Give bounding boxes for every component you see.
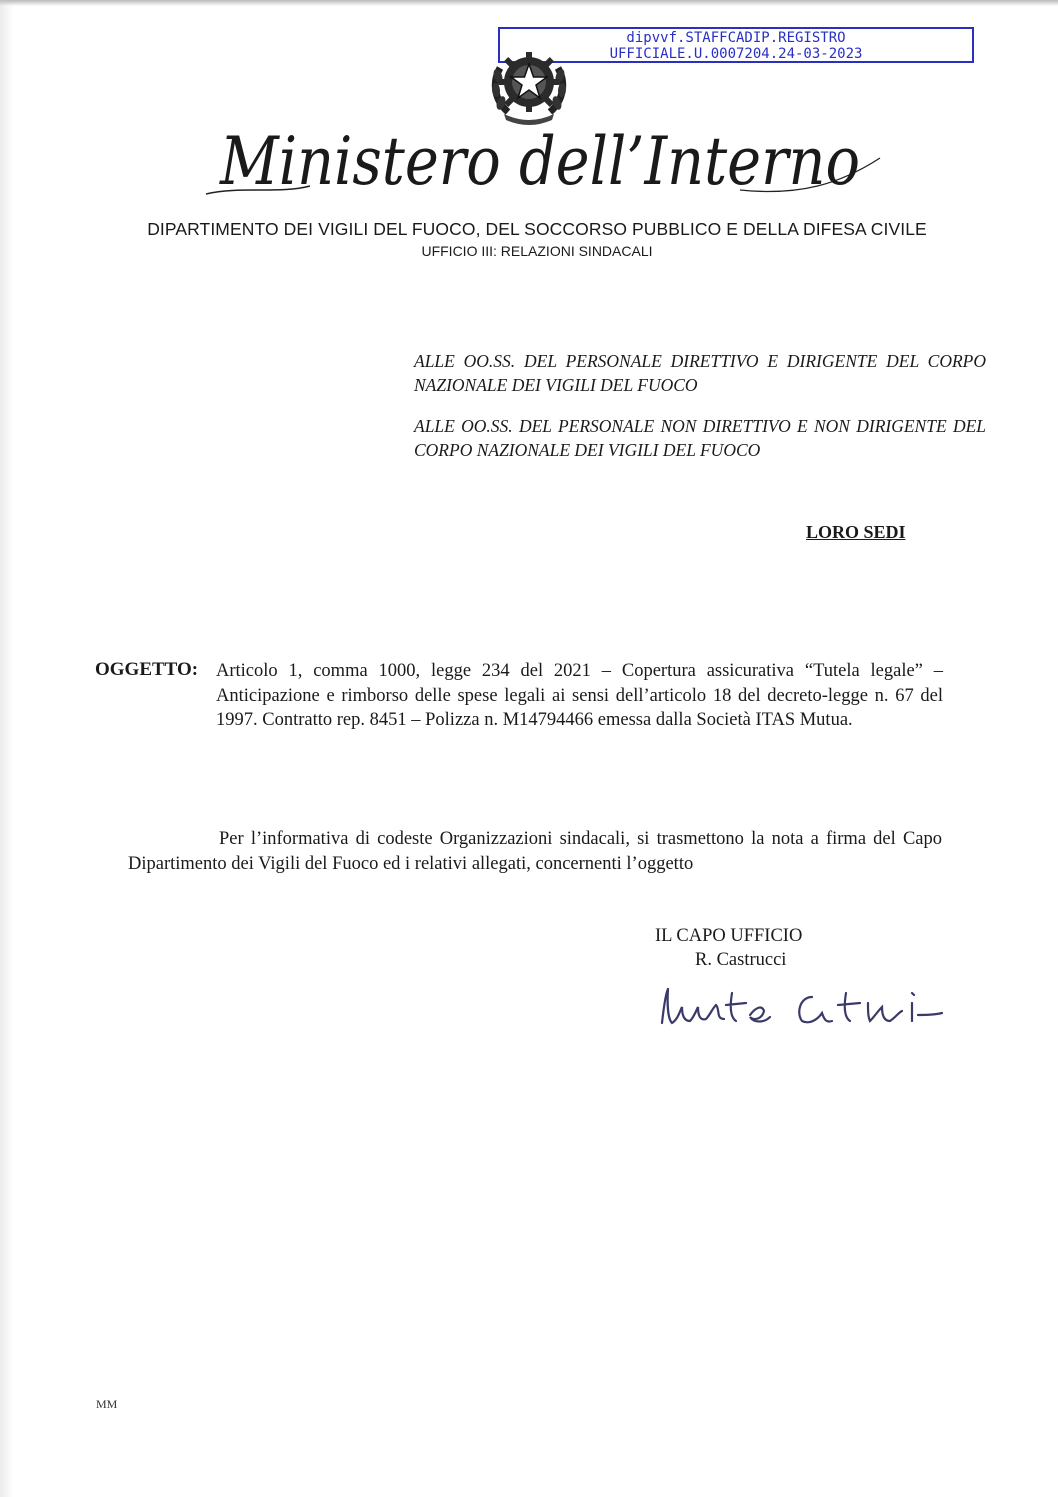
scan-edge (0, 0, 1058, 6)
italian-republic-emblem-icon (486, 38, 572, 126)
footer-initials: MM (96, 1397, 118, 1411)
ministry-title (200, 116, 890, 202)
subject-text: Articolo 1, comma 1000, legge 234 del 2021 – Copertura assicurativa “Tutela legale” – Anticipazione e rimborso delle spese legali ai sensi dell’articolo 18 del decreto-legge n. 67 del 1997. Contratto rep. 8451 – Polizza n. M14794466 emessa dalla Società ITAS Mutua. (216, 661, 943, 730)
body-paragraph: Per l’informativa di codeste Organizzazioni sindacali, si trasmettono la nota a firma del Capo Dipartimento dei Vigili del Fuoco ed i relativi allegati, concernenti l’oggetto (128, 829, 942, 874)
subject-label: OGGETTO: (95, 659, 199, 680)
signer-name: R. Castrucci (695, 950, 787, 970)
protocol-line-2: UFFICIALE.U.0007204.24-03-2023 (609, 46, 863, 62)
signer-role: IL CAPO UFFICIO (655, 926, 803, 946)
protocol-line-1: dipvvf.STAFFCADIP.REGISTRO (626, 30, 846, 46)
ministry-name: Ministero dell’Interno (219, 123, 861, 200)
recipient-block: ALLE OO.SS. DEL PERSONALE NON DIRETTIVO E NON DIRIGENTE DEL CORPO NAZIONALE DEI VIGILI DEL FUOCO (414, 416, 986, 460)
office-name: UFFICIO III: RELAZIONI SINDACALI (421, 243, 653, 259)
recipient-block: ALLE OO.SS. DEL PERSONALE DIRETTIVO E DIRIGENTE DEL CORPO NAZIONALE DEI VIGILI DEL FUOCO (414, 351, 986, 395)
department-name: DIPARTIMENTO DEI VIGILI DEL FUOCO, DEL SOCCORSO PUBBLICO E DELLA DIFESA CIVILE (147, 219, 927, 239)
handwritten-signature (650, 975, 945, 1035)
loro-sedi: LORO SEDI (806, 522, 906, 542)
